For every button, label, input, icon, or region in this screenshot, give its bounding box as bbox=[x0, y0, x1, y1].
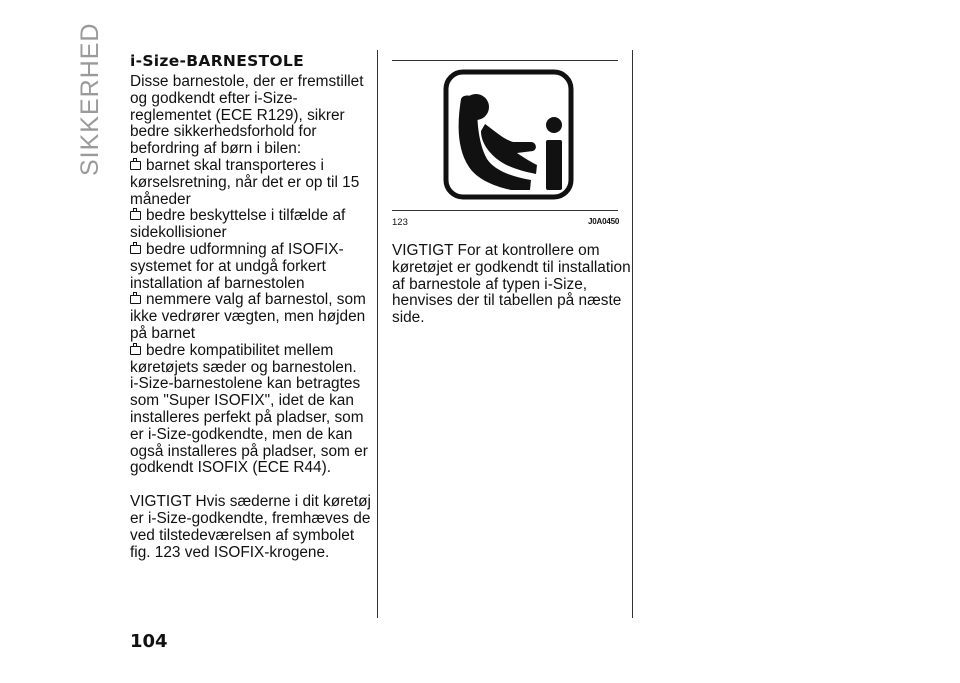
figure-code: J0A0450 bbox=[588, 217, 620, 226]
figure-top-rule bbox=[392, 60, 618, 61]
isofix-paragraph: i-Size-barnestolene kan betragtes som "Super ISOFIX", idet de kan installeres perfekt på pladser, som er i-Size-godkendte, men de kan også installeres på pladser, som er godkendt ISOFIX (ECE R44). bbox=[130, 375, 368, 477]
note-right: VIGTIGT For at kontrollere om køretøjet er godkendt til installation af barnestole af typen i-Size, henvises der til tabellen på næste side. bbox=[392, 242, 631, 327]
section-title: i-Size-BARNESTOLE bbox=[130, 52, 304, 70]
chapter-tab: SIKKERHED bbox=[76, 22, 104, 176]
bullet-text: barnet skal transporteres i kørselsretning, når det er op til 15 måneder bbox=[130, 156, 360, 208]
bullet-text: bedre udformning af ISOFIX-systemet for at undgå forkert installation af barnestolen bbox=[130, 240, 344, 292]
bullet-text: nemmere valg af barnestol, som ikke vedrører vægten, men højden på barnet bbox=[130, 291, 366, 342]
note-left: VIGTIGT Hvis sæderne i dit køretøj er i-Size-godkendte, fremhæves de ved tilstedeværelsen af symbolet fig. 123 ved ISOFIX-krogene. bbox=[130, 493, 371, 561]
bullet-item bbox=[130, 343, 378, 377]
bullet-icon bbox=[130, 161, 141, 170]
bullet-item bbox=[130, 292, 378, 342]
bullet-icon bbox=[130, 346, 141, 355]
bullet-item bbox=[130, 158, 378, 208]
i-size-child-seat-icon bbox=[443, 69, 574, 200]
bullet-text: bedre kompatibilitet mellem køretøjets sæder og barnestolen. bbox=[130, 341, 357, 376]
bullet-item bbox=[130, 242, 378, 292]
bullet-item bbox=[130, 208, 378, 242]
page-number: 104 bbox=[130, 631, 168, 652]
left-column bbox=[130, 50, 378, 561]
right-column bbox=[392, 243, 632, 327]
figure-number: 123 bbox=[392, 217, 408, 228]
bullet-icon bbox=[130, 295, 141, 304]
bullet-text: bedre beskyttelse i tilfælde af sidekollisioner bbox=[130, 207, 346, 242]
intro-paragraph: Disse barnestole, der er fremstillet og godkendt efter i-Size-reglementet (ECE R129), sikrer bedre sikkerhedsforhold for befordring af børn i bilen: bbox=[130, 73, 364, 158]
figure-bottom-rule bbox=[392, 210, 618, 211]
bullet-icon bbox=[130, 211, 141, 220]
bullet-icon bbox=[130, 245, 141, 254]
column-divider-left bbox=[377, 50, 378, 618]
bullet-list bbox=[130, 158, 378, 376]
column-divider-right bbox=[632, 50, 633, 618]
